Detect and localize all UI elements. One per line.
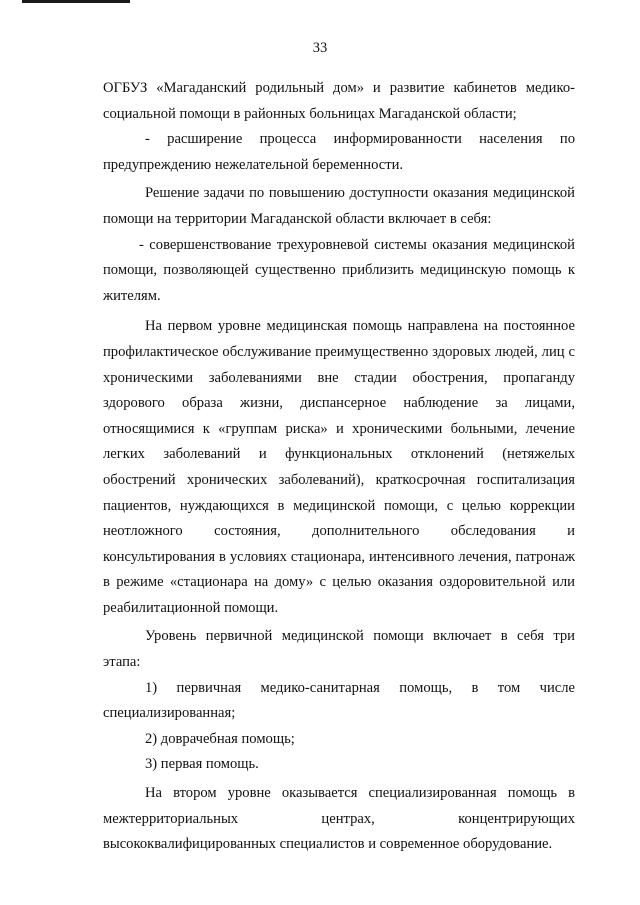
paragraph-second-level: На втором уровне оказывается специализированная помощь в межтерриториальных центрах, концентрирующих высококвалифицированных специалистов и современное оборудование. [103,785,575,853]
paragraph-bullet-awareness: - расширение процесса информированности населения по предупреждению нежелательной беременности. [103,131,575,173]
document-body [103,76,575,858]
list-item-stage-1: 1) первичная медико-санитарная помощь, в том числе специализированная; [103,679,575,722]
page-number: 33 [312,40,328,56]
list-item-stage-2: 2) доврачебная помощь; [145,730,295,747]
paragraph-primary-care-stages: Уровень первичной медицинской помощи включает в себя три этапа: [103,628,575,671]
paragraph-accessibility-task: Решение задачи по повышению доступности оказания медицинской помощи на территории Магаданской области включает в себя: [103,185,575,227]
top-rule [22,0,130,3]
list-item-stage-3: 3) первая помощь. [145,756,259,773]
paragraph-continuation: ОГБУЗ «Магаданский родильный дом» и развитие кабинетов медико-социальной помощи в районных больницах Магаданской области; [103,80,575,122]
paragraph-bullet-three-level-system: - совершенствование трехуровневой системы оказания медицинской помощи, позволяющей существенно приблизить медицинскую помощь к жителям. [103,236,575,304]
paragraph-first-level: На первом уровне медицинская помощь направлена на постоянное профилактическое обслуживание преимущественно здоровых людей, лиц с хроническими заболеваниями вне стадии обострения, пропаганду здорового образа жизни, диспансерное наблюдение за лицами, относящимися к «группам риска» и хроническими больными, лечение легких заболеваний и функциональных отклонений (нетяжелых обострений хронических заболеваний), краткосрочная госпитализация пациентов, нуждающихся в медицинской помощи, с целью коррекции неотложного состояния, дополнительного обследования и консультирования в условиях стационара, интенсивного лечения, патронаж в режиме «стационара на дому» с целью оказания оздоровительной или реабилитационной помощи. [103,318,575,616]
